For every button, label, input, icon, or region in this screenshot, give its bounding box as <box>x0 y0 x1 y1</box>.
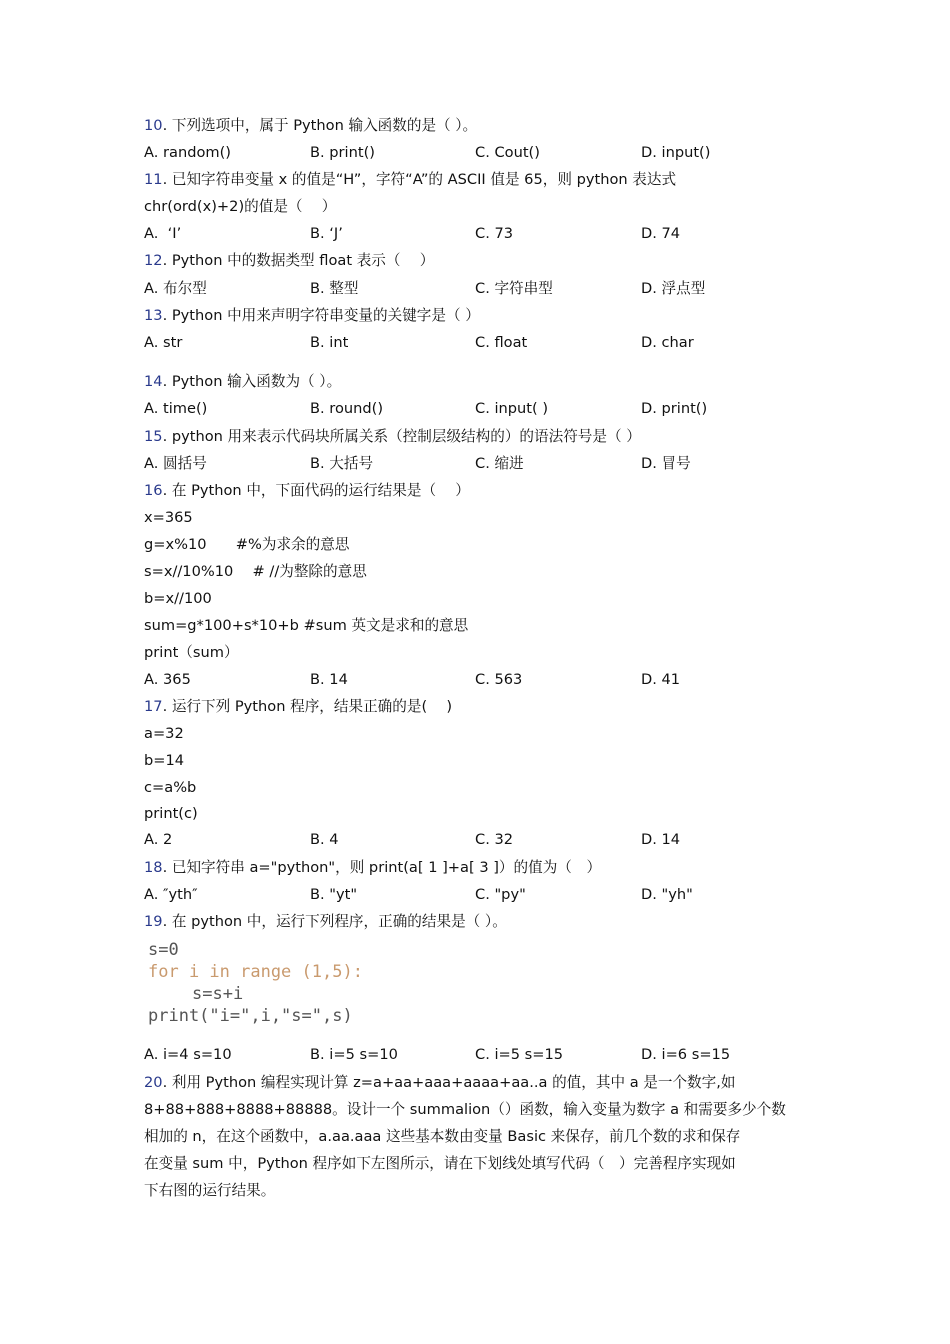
question-18 <box>144 858 601 878</box>
option-d: D. input() <box>641 144 711 161</box>
question-stem: . 在 python 中，运行下列程序，正确的结果是（ ）。 <box>162 913 507 930</box>
option-c: C. "py" <box>475 886 526 903</box>
option-a: A. ‘I’ <box>144 225 182 242</box>
options-16 <box>144 670 824 690</box>
code-line: a=32 <box>144 725 184 742</box>
question-stem: . python 用来表示代码块所属关系（控制层级结构的）的语法符号是（ ） <box>162 428 641 445</box>
code-line: print(c) <box>144 805 198 822</box>
code-line: c=a%b <box>144 779 197 796</box>
question-14 <box>144 372 341 392</box>
options-18 <box>144 885 824 905</box>
option-a: A. 圆括号 <box>144 455 207 472</box>
code-line: b=x//100 <box>144 590 212 607</box>
option-d: D. i=6 s=15 <box>641 1046 731 1063</box>
question-20 <box>144 1073 735 1093</box>
question-stem: . Python 中用来声明字符串变量的关键字是（ ） <box>162 307 480 324</box>
option-d: D. char <box>641 334 694 351</box>
question-15 <box>144 427 641 447</box>
option-c: C. 缩进 <box>475 455 524 472</box>
question-number: 17 <box>144 698 163 715</box>
option-d: D. 浮点型 <box>641 280 706 297</box>
question-stem-continued: 在变量 sum 中，Python 程序如下左图所示，请在下划线处填写代码（ ）完善程序实现如 <box>144 1155 736 1172</box>
question-number: 18 <box>144 859 163 876</box>
option-d: D. print() <box>641 400 708 417</box>
question-stem: . 已知字符串变量 x 的值是“H”，字符“A”的 ASCII 值是 65，则 python 表达式 <box>162 171 677 188</box>
question-stem: . 下列选项中，属于 Python 输入函数的是（ ）。 <box>162 117 478 134</box>
option-a: A. time() <box>144 400 208 417</box>
question-number: 19 <box>144 913 163 930</box>
question-11 <box>144 170 676 190</box>
code-image-line: s=0 <box>148 940 179 960</box>
code-line: g=x%10 #%为求余的意思 <box>144 536 350 553</box>
code-line: b=14 <box>144 752 185 769</box>
option-b: B. round() <box>310 400 384 417</box>
option-d: D. "yh" <box>641 886 693 903</box>
options-14 <box>144 399 824 419</box>
question-stem: . Python 输入函数为（ ）。 <box>162 373 342 390</box>
options-17 <box>144 830 824 850</box>
question-stem-continued: chr(ord(x)+2)的值是（ ） <box>144 198 337 215</box>
code-image-line: for i in range (1,5): <box>148 962 363 982</box>
option-b: B. int <box>310 334 349 351</box>
option-c: C. 字符串型 <box>475 280 553 297</box>
question-number: 13 <box>144 307 163 324</box>
options-15 <box>144 454 824 474</box>
option-c: C. 73 <box>475 225 514 242</box>
code-line: sum=g*100+s*10+b #sum 英文是求和的意思 <box>144 617 469 634</box>
question-stem: . 运行下列 Python 程序，结果正确的是( ) <box>162 698 453 715</box>
question-12 <box>144 251 434 271</box>
question-number: 15 <box>144 428 163 445</box>
option-c: C. float <box>475 334 528 351</box>
options-11 <box>144 224 824 244</box>
code-line: print（sum） <box>144 644 239 661</box>
option-b: B. 4 <box>310 831 339 848</box>
option-b: B. "yt" <box>310 886 358 903</box>
question-number: 20 <box>144 1074 163 1091</box>
code-screenshot <box>146 938 378 1028</box>
option-d: D. 冒号 <box>641 455 691 472</box>
question-17 <box>144 697 452 717</box>
option-b: B. 整型 <box>310 280 359 297</box>
question-stem: . Python 中的数据类型 float 表示（ ） <box>162 252 435 269</box>
question-16 <box>144 481 470 501</box>
option-d: D. 14 <box>641 831 681 848</box>
option-b: B. i=5 s=10 <box>310 1046 398 1063</box>
option-b: B. 14 <box>310 671 348 688</box>
option-a: A. i=4 s=10 <box>144 1046 232 1063</box>
question-10 <box>144 116 477 136</box>
option-d: D. 41 <box>641 671 681 688</box>
options-12 <box>144 279 824 299</box>
option-c: C. 563 <box>475 671 523 688</box>
option-b: B. ‘J’ <box>310 225 343 242</box>
option-c: C. i=5 s=15 <box>475 1046 564 1063</box>
question-stem: . 在 Python 中，下面代码的运行结果是（ ） <box>162 482 470 499</box>
option-a: A. random() <box>144 144 231 161</box>
option-c: C. Cout() <box>475 144 540 161</box>
code-image-line: print("i=",i,"s=",s) <box>148 1006 353 1026</box>
question-stem: . 已知字符串 a="python"，则 print(a[ 1 ]+a[ 3 ]）的值为（ ） <box>162 859 602 876</box>
option-a: A. str <box>144 334 183 351</box>
option-b: B. 大括号 <box>310 455 374 472</box>
code-line: s=x//10%10 # //为整除的意思 <box>144 563 367 580</box>
option-b: B. print() <box>310 144 375 161</box>
code-image-line: s=s+i <box>192 984 244 1004</box>
options-13 <box>144 333 824 353</box>
option-a: A. 2 <box>144 831 173 848</box>
question-stem: . 利用 Python 编程实现计算 z=a+aa+aaa+aaaa+aa..a 的值，其中 a 是一个数字,如 <box>162 1074 736 1091</box>
question-13 <box>144 306 480 326</box>
question-number: 10 <box>144 117 163 134</box>
option-a: A. ″yth″ <box>144 886 198 903</box>
question-stem-continued: 8+88+888+8888+88888。设计一个 summalion（）函数，输入变量为数字 a 和需要多少个数 <box>144 1101 786 1118</box>
question-stem-continued: 相加的 n，在这个函数中，a.aa.aaa 这些基本数由变量 Basic 来保存，前几个数的求和保存 <box>144 1128 741 1145</box>
option-d: D. 74 <box>641 225 681 242</box>
option-c: C. input( ) <box>475 400 549 417</box>
question-number: 14 <box>144 373 163 390</box>
question-19 <box>144 912 507 932</box>
question-number: 12 <box>144 252 163 269</box>
question-stem-continued: 下右图的运行结果。 <box>144 1182 276 1199</box>
question-number: 16 <box>144 482 163 499</box>
question-number: 11 <box>144 171 163 188</box>
option-c: C. 32 <box>475 831 514 848</box>
option-a: A. 365 <box>144 671 191 688</box>
options-10 <box>144 143 824 163</box>
option-a: A. 布尔型 <box>144 280 207 297</box>
code-line: x=365 <box>144 509 193 526</box>
options-19 <box>144 1045 824 1065</box>
